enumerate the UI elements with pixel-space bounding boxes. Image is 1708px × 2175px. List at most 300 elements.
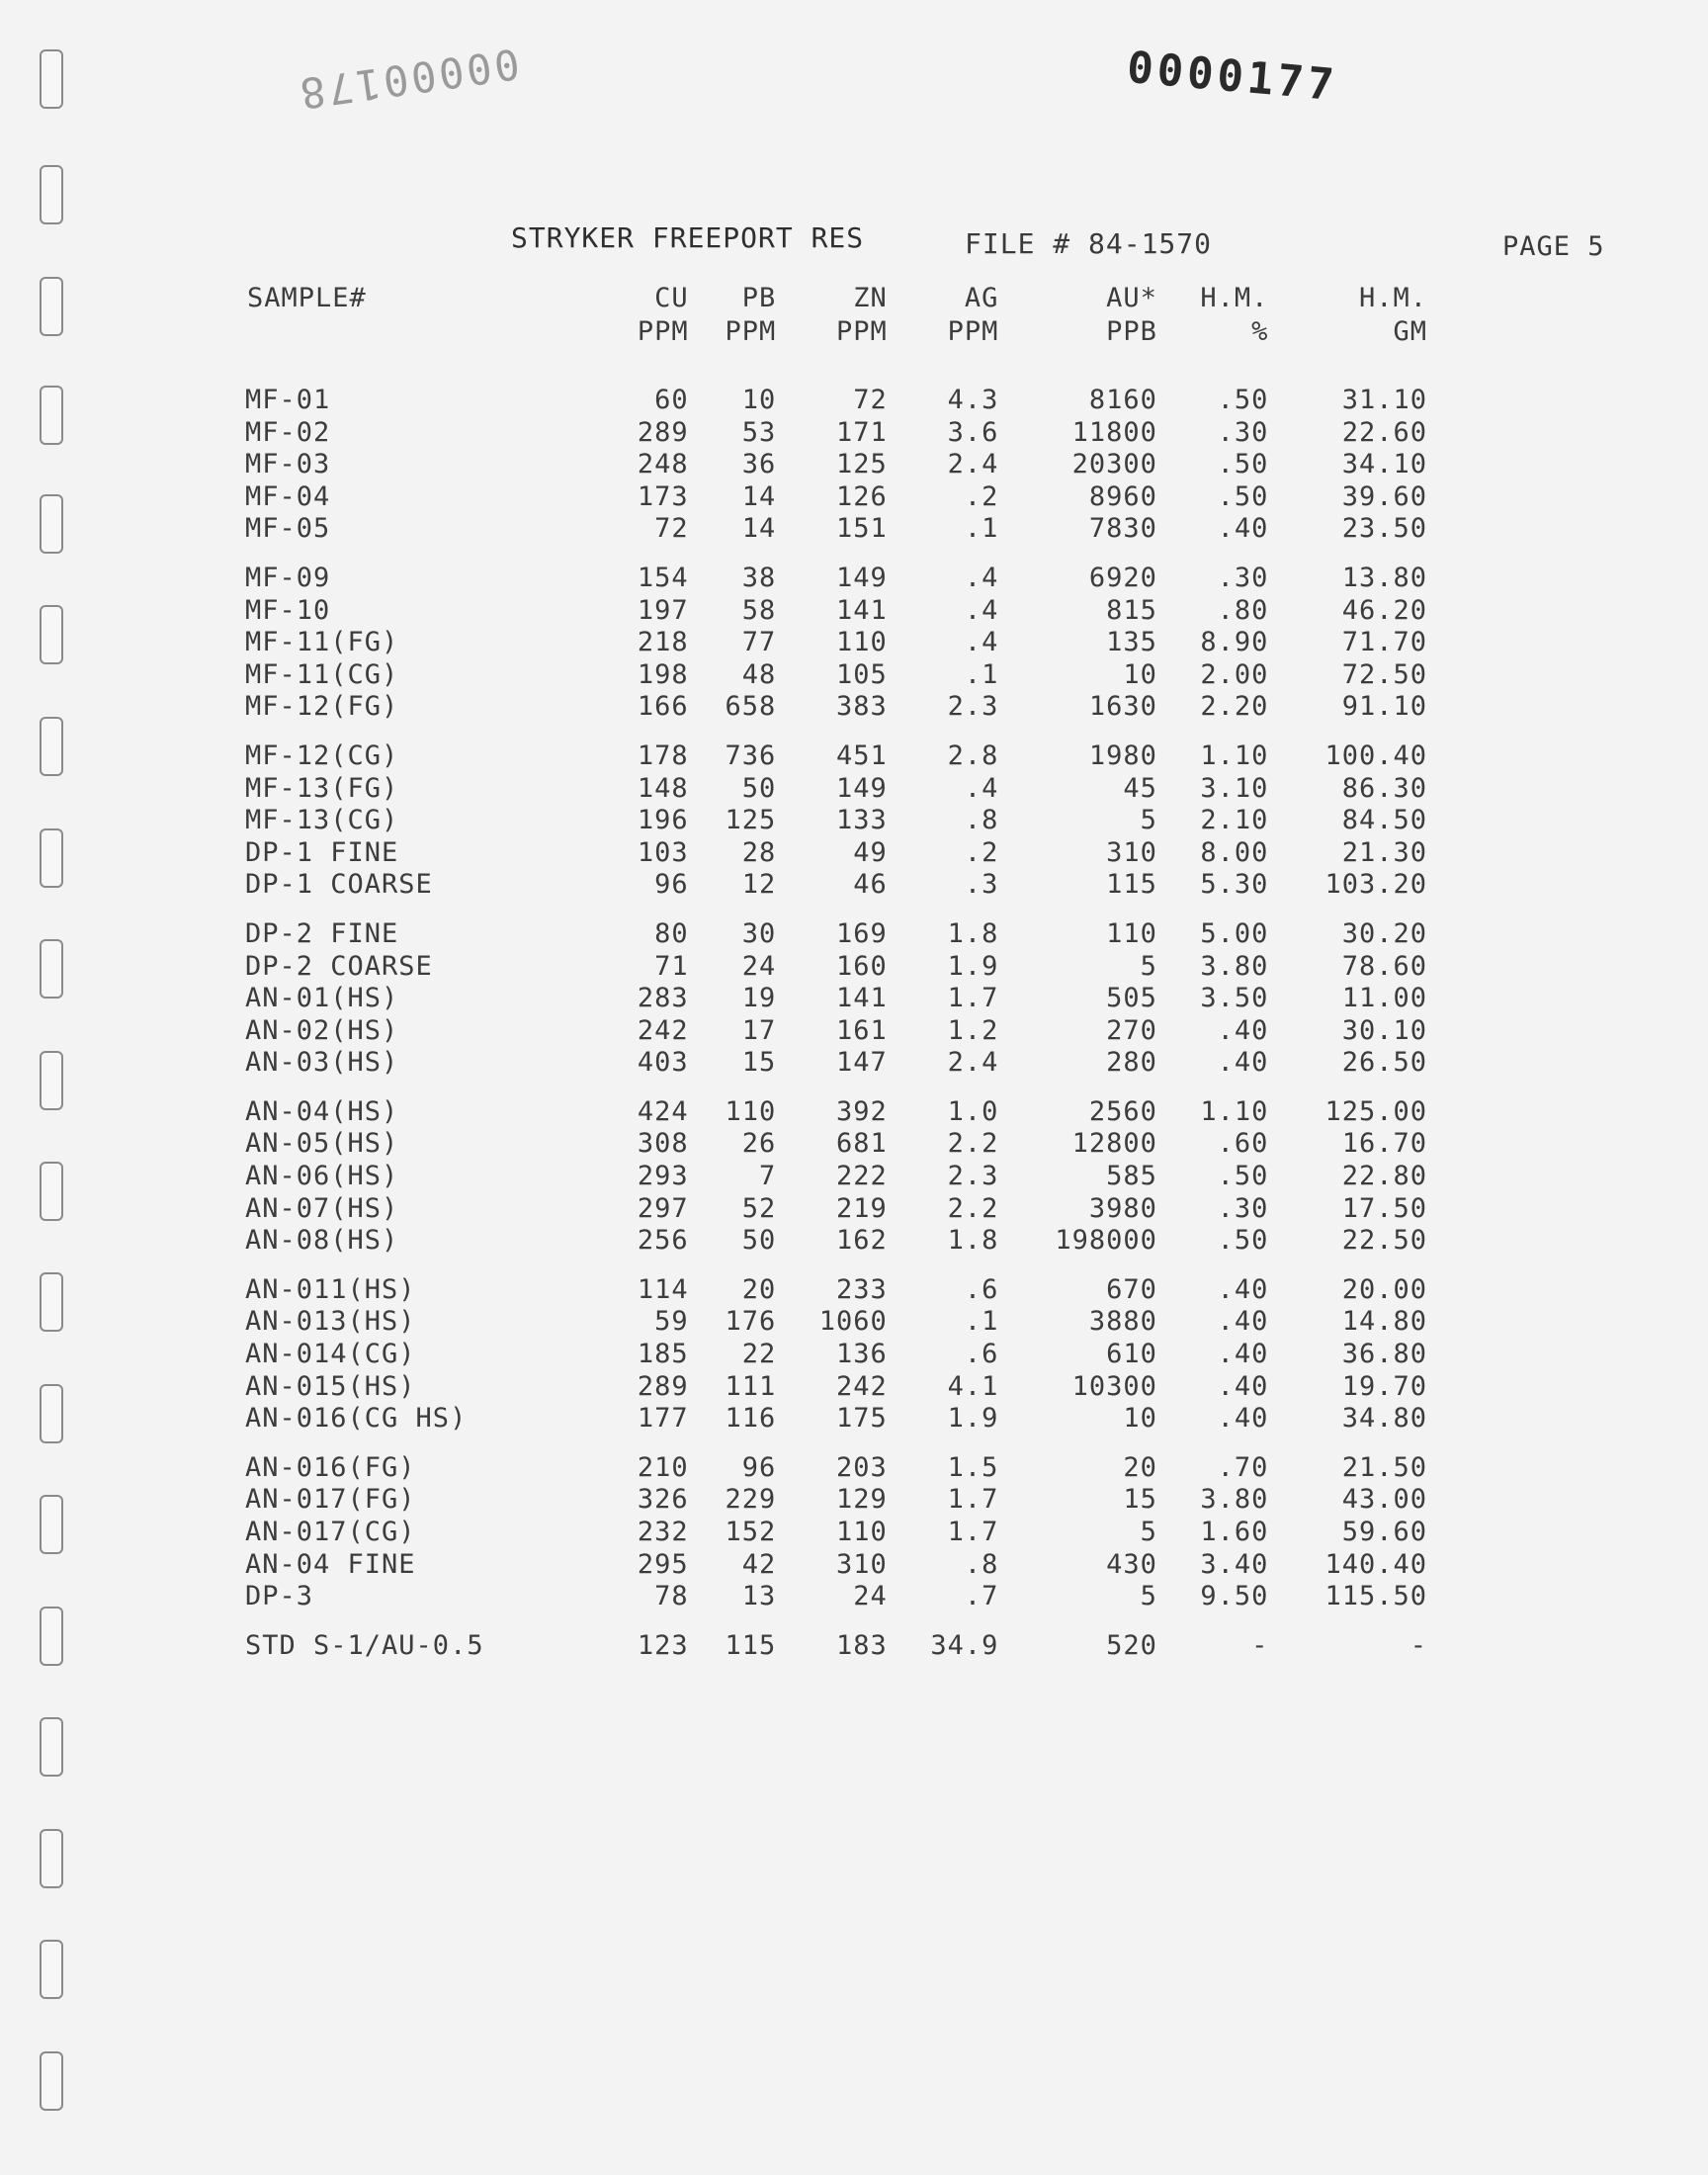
sample-id-cell: AN-016(FG) (245, 1451, 416, 1483)
table-row (227, 659, 1433, 692)
value-cell: 2.10 (1200, 805, 1269, 836)
value-cell: 176 (725, 1306, 777, 1338)
value-cell: 3880 (1088, 1306, 1157, 1338)
value-cell: 308 (637, 1128, 689, 1160)
column-header (894, 282, 1005, 349)
value-cell: 8160 (1088, 385, 1157, 415)
value-cell: 197 (637, 594, 689, 626)
value-cell: 11800 (1071, 416, 1157, 448)
value-cell: 270 (1106, 1014, 1157, 1046)
value-cell: 9.50 (1200, 1581, 1269, 1612)
sample-id-cell: DP-3 (245, 1581, 314, 1612)
value-cell: 219 (836, 1192, 888, 1224)
value-cell: 1630 (1088, 691, 1157, 723)
value-cell: 233 (836, 1273, 888, 1305)
value-cell: 135 (1106, 627, 1157, 658)
value-cell: 256 (637, 1225, 689, 1257)
column-label: ZN (853, 283, 888, 313)
value-cell: 1.10 (1200, 740, 1269, 771)
value-cell: 4.1 (947, 1370, 999, 1402)
sample-id-cell: MF-13(FG) (245, 772, 399, 804)
value-cell: .40 (1217, 513, 1269, 545)
value-cell: 111 (725, 1370, 777, 1402)
value-cell: 451 (836, 740, 888, 771)
table-row (227, 1015, 1433, 1048)
table-row (227, 773, 1433, 806)
value-cell: 815 (1106, 594, 1157, 626)
sample-id-cell: AN-05(HS) (245, 1128, 399, 1160)
sample-id-cell: MF-04 (245, 480, 331, 512)
table-row (227, 951, 1433, 984)
value-cell: 5 (1140, 1581, 1157, 1612)
value-cell: 505 (1106, 983, 1157, 1014)
value-cell: 280 (1106, 1047, 1157, 1079)
punch-hole (40, 1384, 63, 1443)
value-cell: 17.50 (1341, 1192, 1427, 1224)
value-cell: 126 (836, 480, 888, 512)
page-number: PAGE 5 (1502, 231, 1605, 262)
value-cell: - (1409, 1629, 1427, 1661)
column-header (607, 282, 695, 349)
value-cell: 297 (637, 1192, 689, 1224)
value-cell: 103 (637, 836, 689, 868)
value-cell: .50 (1217, 449, 1269, 480)
value-cell: 147 (836, 1047, 888, 1079)
value-cell: 1.8 (947, 917, 999, 949)
value-cell: 175 (836, 1403, 888, 1435)
value-cell: 59 (654, 1306, 689, 1338)
value-cell: 15 (1123, 1484, 1157, 1516)
table-row (227, 1484, 1433, 1517)
value-cell: 1.9 (947, 1403, 999, 1435)
value-cell: 289 (637, 416, 689, 448)
value-cell: 149 (836, 562, 888, 593)
column-label: CU (654, 283, 689, 313)
value-cell: 115 (725, 1629, 777, 1661)
value-cell: 72 (654, 513, 689, 545)
value-cell: 17 (741, 1014, 777, 1046)
sample-id-cell: MF-05 (245, 513, 331, 545)
value-cell: 53 (741, 416, 777, 448)
value-cell: 141 (836, 594, 888, 626)
value-cell: .2 (964, 480, 999, 512)
value-cell: 133 (836, 805, 888, 836)
value-cell: 21.50 (1341, 1451, 1427, 1483)
value-cell: .50 (1217, 385, 1269, 415)
column-unit: % (1251, 316, 1269, 347)
value-cell: 610 (1106, 1339, 1157, 1370)
table-row (227, 983, 1433, 1015)
value-cell: 424 (637, 1095, 689, 1127)
table-row (227, 1258, 1433, 1307)
value-cell: 136 (836, 1339, 888, 1370)
value-cell: .30 (1217, 562, 1269, 593)
sample-id-cell: AN-03(HS) (245, 1047, 399, 1079)
value-cell: 115 (1106, 869, 1157, 901)
sample-id-cell: AN-01(HS) (245, 983, 399, 1014)
table-row (227, 1161, 1433, 1193)
value-cell: 5 (1140, 1517, 1157, 1547)
table-row (227, 627, 1433, 659)
value-cell: 173 (637, 480, 689, 512)
table-row (227, 1339, 1433, 1371)
sample-id-cell: DP-1 FINE (245, 836, 399, 868)
value-cell: .4 (964, 627, 999, 658)
value-cell: .60 (1217, 1128, 1269, 1160)
value-cell: 16.70 (1341, 1128, 1427, 1160)
value-cell: .4 (964, 772, 999, 804)
table-row (227, 902, 1433, 951)
value-cell: 166 (637, 691, 689, 723)
value-cell: 171 (836, 416, 888, 448)
header-spacer (227, 349, 1433, 385)
table-row (227, 1306, 1433, 1339)
value-cell: 242 (637, 1014, 689, 1046)
value-cell: 110 (725, 1095, 777, 1127)
value-cell: 210 (637, 1451, 689, 1483)
value-cell: 71.70 (1341, 627, 1427, 658)
table-row (227, 1436, 1433, 1485)
value-cell: 5.00 (1200, 917, 1269, 949)
value-cell: 20 (1123, 1451, 1157, 1483)
value-cell: .40 (1217, 1014, 1269, 1046)
table-row (227, 1517, 1433, 1549)
value-cell: 71 (654, 950, 689, 982)
value-cell: 326 (637, 1484, 689, 1516)
value-cell: 84.50 (1341, 805, 1427, 836)
value-cell: 22.60 (1341, 416, 1427, 448)
value-cell: 169 (836, 917, 888, 949)
value-cell: 22.50 (1341, 1225, 1427, 1257)
table-row (227, 481, 1433, 514)
value-cell: 42 (741, 1548, 777, 1580)
sample-id-cell: MF-11(CG) (245, 658, 399, 690)
value-cell: .30 (1217, 416, 1269, 448)
value-cell: 80 (654, 917, 689, 949)
value-cell: 3.80 (1200, 950, 1269, 982)
file-number: FILE # 84-1570 (965, 227, 1213, 260)
value-cell: 28 (741, 836, 777, 868)
value-cell: 2560 (1088, 1095, 1157, 1127)
value-cell: 1060 (818, 1306, 888, 1338)
punch-hole (40, 277, 63, 336)
value-cell: 20300 (1071, 449, 1157, 480)
value-cell: .4 (964, 594, 999, 626)
value-cell: 36.80 (1341, 1339, 1427, 1370)
value-cell: 2.8 (947, 740, 999, 771)
value-cell: 86.30 (1341, 772, 1427, 804)
value-cell: 520 (1106, 1629, 1157, 1661)
value-cell: .1 (964, 1306, 999, 1338)
value-cell: 148 (637, 772, 689, 804)
value-cell: 7830 (1088, 513, 1157, 545)
value-cell: 1.5 (947, 1451, 999, 1483)
table-row (227, 1371, 1433, 1404)
value-cell: 52 (741, 1192, 777, 1224)
value-cell: 34.9 (930, 1629, 999, 1661)
value-cell: .2 (964, 836, 999, 868)
sample-id-cell: AN-04 FINE (245, 1548, 416, 1580)
value-cell: 403 (637, 1047, 689, 1079)
value-cell: 8960 (1088, 480, 1157, 512)
value-cell: 1.0 (947, 1095, 999, 1127)
sample-id-cell: MF-01 (245, 385, 331, 415)
value-cell: 140.40 (1324, 1548, 1427, 1580)
value-cell: 46.20 (1341, 594, 1427, 626)
table-row (227, 595, 1433, 628)
sample-id-cell: MF-11(FG) (245, 627, 399, 658)
table-row (227, 417, 1433, 450)
value-cell: 110 (836, 627, 888, 658)
value-cell: 3.6 (947, 416, 999, 448)
column-label: AG (964, 283, 999, 313)
column-label: SAMPLE# (247, 283, 367, 313)
value-cell: 34.80 (1341, 1403, 1427, 1435)
value-cell: 2.3 (947, 1161, 999, 1192)
value-cell: 5.30 (1200, 869, 1269, 901)
value-cell: 34.10 (1341, 449, 1427, 480)
table-row (227, 1403, 1433, 1436)
value-cell: 1980 (1088, 740, 1157, 771)
value-cell: 3.40 (1200, 1548, 1269, 1580)
sample-id-cell: DP-1 COARSE (245, 869, 433, 901)
table-row (227, 385, 1433, 417)
value-cell: 12800 (1071, 1128, 1157, 1160)
value-cell: 2.2 (947, 1128, 999, 1160)
value-cell: 11.00 (1341, 983, 1427, 1014)
value-cell: 49 (853, 836, 888, 868)
value-cell: 383 (836, 691, 888, 723)
punch-hole (40, 717, 63, 776)
column-unit: GM (1393, 316, 1427, 347)
value-cell: 10 (1123, 1403, 1157, 1435)
value-cell: 115.50 (1324, 1581, 1427, 1612)
value-cell: 670 (1106, 1273, 1157, 1305)
table-row (227, 869, 1433, 902)
value-cell: 681 (836, 1128, 888, 1160)
table-row (227, 724, 1433, 773)
value-cell: 151 (836, 513, 888, 545)
sample-id-cell: MF-12(FG) (245, 691, 399, 723)
value-cell: .50 (1217, 1161, 1269, 1192)
value-cell: 232 (637, 1517, 689, 1547)
value-cell: 43.00 (1341, 1484, 1427, 1516)
sample-id-cell: AN-015(HS) (245, 1370, 416, 1402)
column-header (1163, 282, 1275, 349)
value-cell: 8.00 (1200, 836, 1269, 868)
value-cell: 10 (1123, 658, 1157, 690)
value-cell: 198000 (1055, 1225, 1157, 1257)
sample-id-cell: AN-02(HS) (245, 1014, 399, 1046)
value-cell: 198 (637, 658, 689, 690)
value-cell: 60 (654, 385, 689, 415)
table-row (227, 1047, 1433, 1080)
value-cell: 310 (1106, 836, 1157, 868)
value-cell: 1.7 (947, 983, 999, 1014)
sample-id-cell: MF-12(CG) (245, 740, 399, 771)
value-cell: 59.60 (1341, 1517, 1427, 1547)
value-cell: .6 (964, 1339, 999, 1370)
value-cell: 1.9 (947, 950, 999, 982)
sample-id-cell: AN-017(CG) (245, 1517, 416, 1547)
sample-id-cell: MF-03 (245, 449, 331, 480)
sample-id-cell: AN-04(HS) (245, 1095, 399, 1127)
value-cell: 141 (836, 983, 888, 1014)
table-body (227, 385, 1433, 1662)
punch-hole (40, 494, 63, 554)
value-cell: 110 (1106, 917, 1157, 949)
value-cell: 2.2 (947, 1192, 999, 1224)
value-cell: 2.20 (1200, 691, 1269, 723)
value-cell: 22 (741, 1339, 777, 1370)
punch-hole (40, 1607, 63, 1666)
value-cell: 50 (741, 772, 777, 804)
value-cell: 96 (654, 869, 689, 901)
table-row (227, 1225, 1433, 1258)
value-cell: 125.00 (1324, 1095, 1427, 1127)
punch-hole (40, 1272, 63, 1332)
value-cell: .80 (1217, 594, 1269, 626)
value-cell: 100.40 (1324, 740, 1427, 771)
value-cell: 295 (637, 1548, 689, 1580)
value-cell: .3 (964, 869, 999, 901)
column-header (782, 282, 894, 349)
value-cell: 1.8 (947, 1225, 999, 1257)
value-cell: .1 (964, 658, 999, 690)
value-cell: 178 (637, 740, 689, 771)
table-row (227, 513, 1433, 546)
value-cell: 283 (637, 983, 689, 1014)
value-cell: .40 (1217, 1273, 1269, 1305)
table-row (227, 1128, 1433, 1161)
value-cell: 26 (741, 1128, 777, 1160)
value-cell: 58 (741, 594, 777, 626)
value-cell: 2.4 (947, 449, 999, 480)
value-cell: 14 (741, 480, 777, 512)
value-cell: 78 (654, 1581, 689, 1612)
value-cell: 48 (741, 658, 777, 690)
value-cell: 45 (1123, 772, 1157, 804)
value-cell: 77 (741, 627, 777, 658)
sample-id-cell: MF-13(CG) (245, 805, 399, 836)
value-cell: 218 (637, 627, 689, 658)
value-cell: 5 (1140, 805, 1157, 836)
assay-results-table (227, 282, 1433, 1662)
value-cell: 14 (741, 513, 777, 545)
column-header (1004, 282, 1163, 349)
value-cell: 50 (741, 1225, 777, 1257)
punch-hole (40, 1051, 63, 1110)
value-cell: 196 (637, 805, 689, 836)
value-cell: 103.20 (1324, 869, 1427, 901)
value-cell: 203 (836, 1451, 888, 1483)
table-row (227, 691, 1433, 724)
column-header (695, 282, 783, 349)
value-cell: 19.70 (1341, 1370, 1427, 1402)
value-cell: 392 (836, 1095, 888, 1127)
value-cell: 229 (725, 1484, 777, 1516)
value-cell: 658 (725, 691, 777, 723)
column-header (227, 282, 607, 349)
value-cell: 24 (741, 950, 777, 982)
value-cell: 30.20 (1341, 917, 1427, 949)
value-cell: 242 (836, 1370, 888, 1402)
value-cell: 23.50 (1341, 513, 1427, 545)
value-cell: 3.10 (1200, 772, 1269, 804)
value-cell: .40 (1217, 1339, 1269, 1370)
table-row (227, 837, 1433, 870)
sample-id-cell: AN-013(HS) (245, 1306, 416, 1338)
value-cell: - (1251, 1629, 1269, 1661)
value-cell: 129 (836, 1484, 888, 1516)
value-cell: 248 (637, 449, 689, 480)
value-cell: 14.80 (1341, 1306, 1427, 1338)
column-unit: PPM (725, 316, 777, 347)
value-cell: .4 (964, 562, 999, 593)
punch-hole (40, 605, 63, 664)
value-cell: 3.80 (1200, 1484, 1269, 1516)
value-cell: 1.7 (947, 1517, 999, 1547)
value-cell: 7 (758, 1161, 777, 1192)
value-cell: 36 (741, 449, 777, 480)
column-unit: PPM (637, 316, 689, 347)
value-cell: 289 (637, 1370, 689, 1402)
column-label: PB (741, 283, 777, 313)
value-cell: 2.4 (947, 1047, 999, 1079)
value-cell: 105 (836, 658, 888, 690)
value-cell: 12 (741, 869, 777, 901)
sample-id-cell: AN-06(HS) (245, 1161, 399, 1192)
sample-id-cell: DP-2 COARSE (245, 950, 433, 982)
punch-hole (40, 939, 63, 999)
value-cell: .8 (964, 805, 999, 836)
value-cell: 2.00 (1200, 658, 1269, 690)
value-cell: 110 (836, 1517, 888, 1547)
table-row (227, 805, 1433, 837)
table-row (227, 546, 1433, 595)
value-cell: 183 (836, 1629, 888, 1661)
value-cell: 125 (725, 805, 777, 836)
punch-hole (40, 2051, 63, 2111)
value-cell: 15 (741, 1047, 777, 1079)
value-cell: 13 (741, 1581, 777, 1612)
value-cell: .7 (964, 1581, 999, 1612)
sample-id-cell: AN-016(CG HS) (245, 1403, 468, 1435)
value-cell: 310 (836, 1548, 888, 1580)
value-cell: 430 (1106, 1548, 1157, 1580)
value-cell: .50 (1217, 1225, 1269, 1257)
value-cell: .40 (1217, 1047, 1269, 1079)
column-label: H.M. (1358, 283, 1427, 313)
sample-id-cell: AN-011(HS) (245, 1273, 416, 1305)
value-cell: .30 (1217, 1192, 1269, 1224)
value-cell: 152 (725, 1517, 777, 1547)
value-cell: 114 (637, 1273, 689, 1305)
value-cell: 1.7 (947, 1484, 999, 1516)
value-cell: 22.80 (1341, 1161, 1427, 1192)
sample-id-cell: AN-017(FG) (245, 1484, 416, 1516)
value-cell: 20.00 (1341, 1273, 1427, 1305)
punch-hole (40, 1495, 63, 1554)
value-cell: 24 (853, 1581, 888, 1612)
value-cell: 149 (836, 772, 888, 804)
value-cell: 26.50 (1341, 1047, 1427, 1079)
value-cell: 177 (637, 1403, 689, 1435)
value-cell: 46 (853, 869, 888, 901)
report-title: STRYKER FREEPORT RES (511, 221, 865, 254)
sample-id-cell: STD S-1/AU-0.5 (245, 1629, 484, 1661)
sample-id-cell: AN-014(CG) (245, 1339, 416, 1370)
